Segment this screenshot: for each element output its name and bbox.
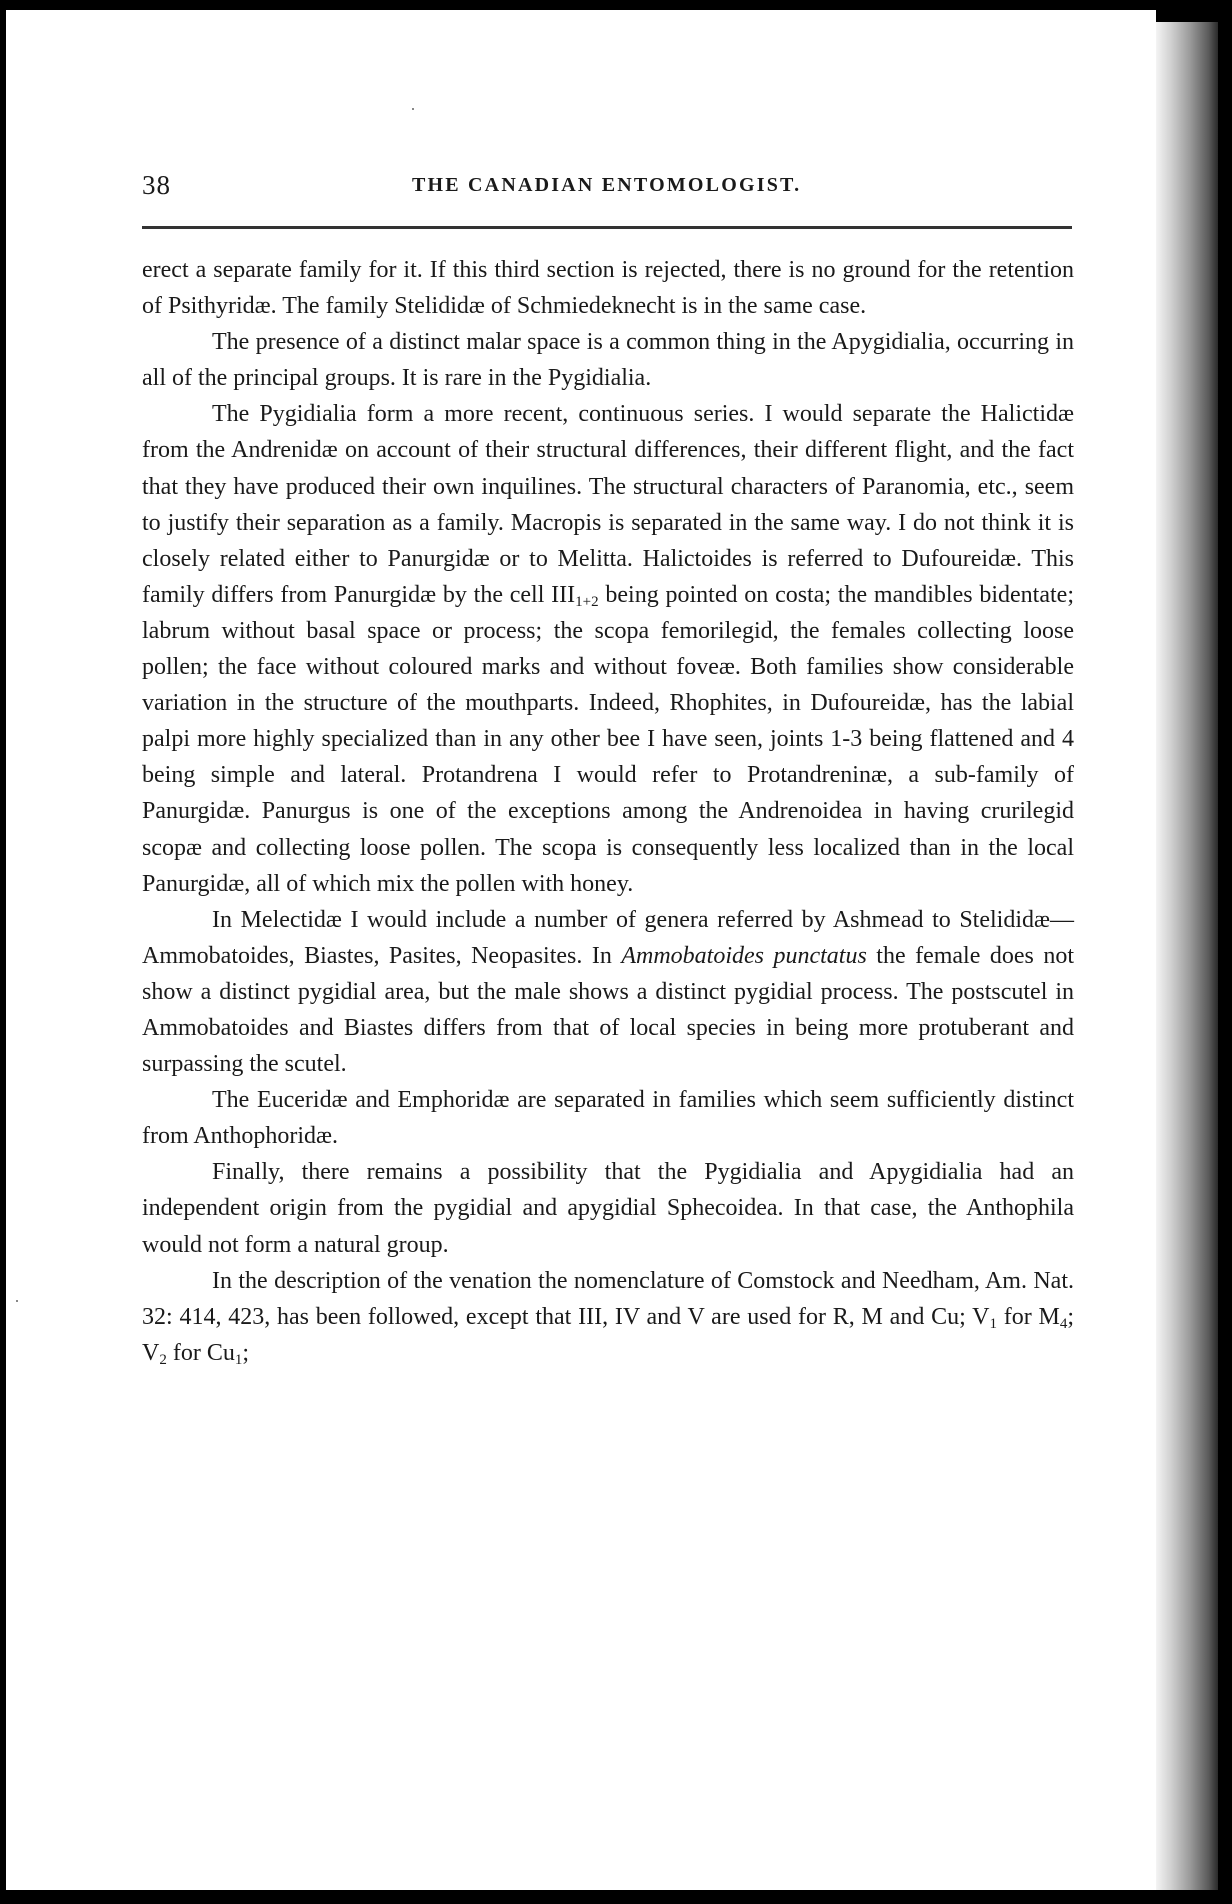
subscript: 4 [1059, 1315, 1068, 1332]
page-number: 38 [142, 170, 171, 200]
scan-border [1218, 0, 1232, 1904]
scan-speck [16, 1300, 18, 1302]
running-head: THE CANADIAN ENTOMOLOGIST. [412, 174, 802, 196]
page-edge-shadow [1156, 22, 1218, 1890]
subscript: 1 [989, 1315, 997, 1332]
subscript: 1+2 [575, 593, 599, 610]
subscript: 1 [234, 1351, 243, 1368]
paragraph: The Pygidialia form a more recent, continuous series. I would separate the Halictidæ from the Andrenidæ on account of their structural differences, their different flight, and the fact that they have produced their own inquilines. The structural characters of Paranomia, etc., seem to justify their separation as a family. Macropis is separated in the same way. I do not think it is closely related either to Panurgidæ or to Melitta. Halictoides is referred to Dufoureidæ. This family differs from Panurgidæ by the cell $III_{1+2}$ being pointed on costa; the mandibles bidentate; labrum without basal space or process; the scopa femorilegid, the females collecting loose pollen; the face without coloured marks and without foveæ. Both families show considerable variation in the structure of the mouthparts. Indeed, Rhophites, in Dufoureidæ, has the labial palpi more highly specialized than in any other bee I have seen, joints 1-3 being flattened and 4 being simple and lateral. Protandrena I would refer to Protandreninæ, a sub-family of Panurgidæ. Panurgus is one of the exceptions among the Andrenoidea in having crurilegid scopæ and collecting loose pollen. The scopa is consequently less localized than in the local Panurgidæ, all of which mix the pollen with honey. [142, 401, 1074, 897]
header-rule [142, 226, 1072, 229]
body-text [142, 252, 1074, 1371]
paragraph: In Melectidæ I would include a number of genera referred by Ashmead to Stelididæ—Ammobatoides, Biastes, Pasites, Neopasites. In Ammobatoides punctatus the female does not show a distinct pygidial area, but the male shows a distinct pygidial process. The postscutel in Ammobatoides and Biastes differs from that of local species in being more protuberant and surpassing the scutel. [142, 906, 1074, 1078]
paragraph: erect a separate family for it. If this third section is rejected, there is no ground for the retention of Psithyridæ. The family Stelididæ of Schmiedeknecht is in the same case. [142, 257, 1074, 320]
paragraph: Finally, there remains a possibility that the Pygidialia and Apygidialia had an independent origin from the pygidial and apygidial Sphecoidea. In that case, the Anthophila would not form a natural group. [142, 1159, 1074, 1258]
paragraph: The presence of a distinct malar space is a common thing in the Apygidialia, occurring in all of the principal groups. It is rare in the Pygidialia. [142, 329, 1074, 392]
page-header [142, 170, 1072, 210]
paragraph: The Euceridæ and Emphoridæ are separated in families which seem sufficiently distinct from Anthophoridæ. [142, 1087, 1074, 1150]
species-name: Ammobatoides punctatus [621, 942, 867, 969]
paragraph: In the description of the venation the nomenclature of Comstock and Needham, Am. Nat. 32: 414, 423, has been followed, except that III, IV and V are used for R, M and Cu; $V_1$ for $M_4$; $V_2$ for $Cu_1$; [142, 1267, 1074, 1368]
scan-speck [412, 108, 414, 110]
subscript: 2 [159, 1351, 167, 1368]
